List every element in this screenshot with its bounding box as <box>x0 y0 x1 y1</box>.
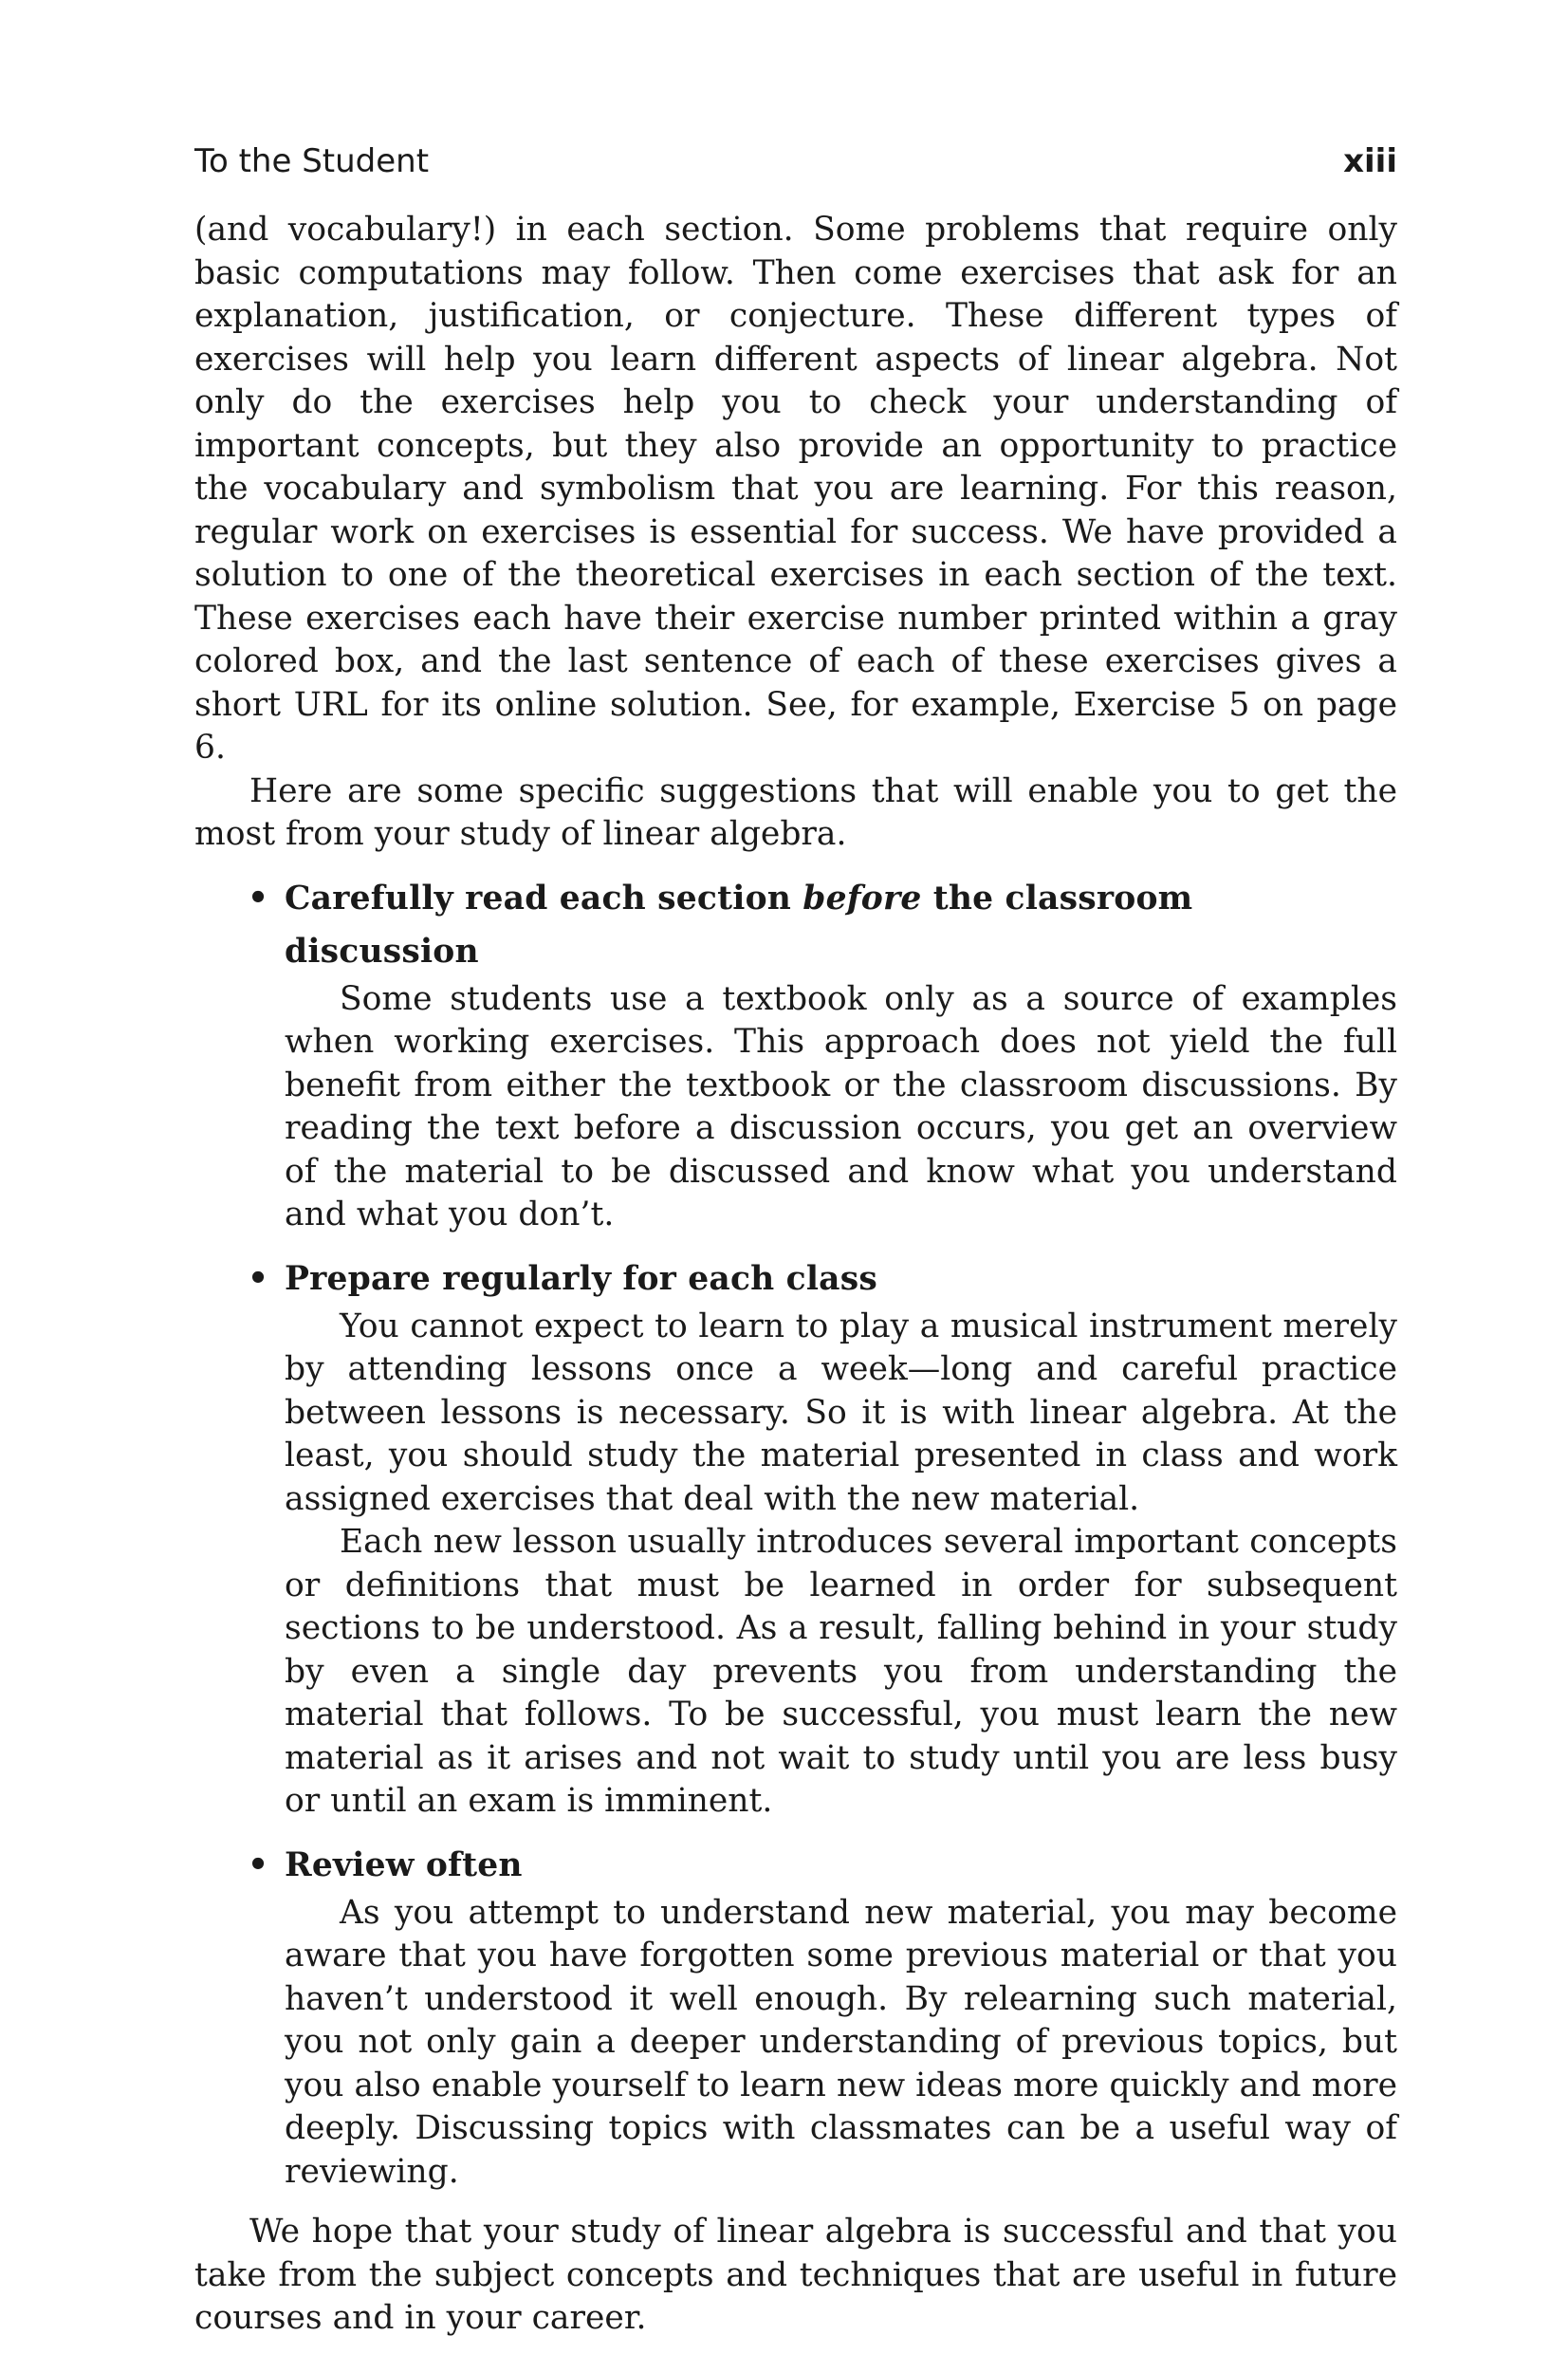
suggestion-paragraph: As you attempt to understand new material, you may become aware that you have forgotten some previous material or that you haven’t understood it well enough. By relearning such material, you not only gain a deeper understanding of previous topics, but you also enable yourself to learn new ideas more quickly and more deeply. Discussing topics with classmates can be a useful way of reviewing. <box>285 1893 1397 2191</box>
suggestion-heading: Review often <box>285 1845 523 1884</box>
bullet-icon: • <box>248 1845 269 1884</box>
suggestion-heading: Prepare regularly for each class <box>285 1259 877 1298</box>
suggestions-lead-paragraph: Here are some specific suggestions that will enable you to get the most from your study of linear algebra. <box>194 771 1397 853</box>
bullet-icon: • <box>248 879 269 918</box>
running-head <box>194 142 1397 199</box>
suggestions-list <box>194 872 1397 2195</box>
page-number: xiii <box>1343 142 1397 180</box>
suggestion-heading <box>285 872 1397 978</box>
running-title: To the Student <box>194 142 430 180</box>
bullet-icon: • <box>248 1259 269 1298</box>
suggestion-item-prepare <box>194 1252 1397 1824</box>
suggestion-paragraph: Each new lesson usually introduces several important concepts or definitions that must be learned in order for subsequent sections to be understood. As a result, falling behind in your study by even a single day prevents you from understanding the material that follows. To be successful, you must learn the new material as it arises and not wait to study until you are less busy or until an exam is imminent. <box>285 1523 1397 1820</box>
heading-emphasis: before <box>802 879 922 918</box>
closing-paragraph: We hope that your study of linear algebra is successful and that you take from the subject concepts and techniques that are useful in future courses and in your career. <box>194 2213 1397 2337</box>
heading-text: Carefully read each section <box>285 879 803 918</box>
suggestion-item-read-before <box>194 872 1397 1237</box>
suggestion-paragraph: Some students use a textbook only as a source of examples when working exercises. This approach does not yield the full benefit from either the textbook or the classroom discussions. By reading the text before a discussion occurs, you get an overview of the material to be discussed and know what you understand and what you don’t. <box>285 979 1397 1233</box>
intro-continuation-paragraph: (and vocabulary!) in each section. Some problems that require only basic computations may follow. Then come exercises that ask for an explanation, justification, or conjecture. These different types of exercises will help you learn different aspects of linear algebra. Not only do the exercises help you to check your understanding of important concepts, but they also provide an opportunity to practice the vocabulary and symbolism that you are learning. For this reason, regular work on exercises is essential for success. We have provided a solution to one of the theoretical exercises in each section of the text. These exercises each have their exercise number printed within a gray colored box, and the last sentence of each of these exercises gives a short URL for its online solution. See, for example, Exercise 5 on page 6. <box>194 211 1397 767</box>
suggestion-paragraph: You cannot expect to learn to play a musical instrument merely by attending lessons once a week—long and careful practice between lessons is necessary. So it is with linear algebra. At the least, you should study the material presented in class and work assigned exercises that deal with the new material. <box>285 1307 1397 1518</box>
page <box>194 142 1397 2341</box>
suggestion-item-review <box>194 1839 1397 2195</box>
heading-text: the classroom discussion <box>285 879 1193 971</box>
